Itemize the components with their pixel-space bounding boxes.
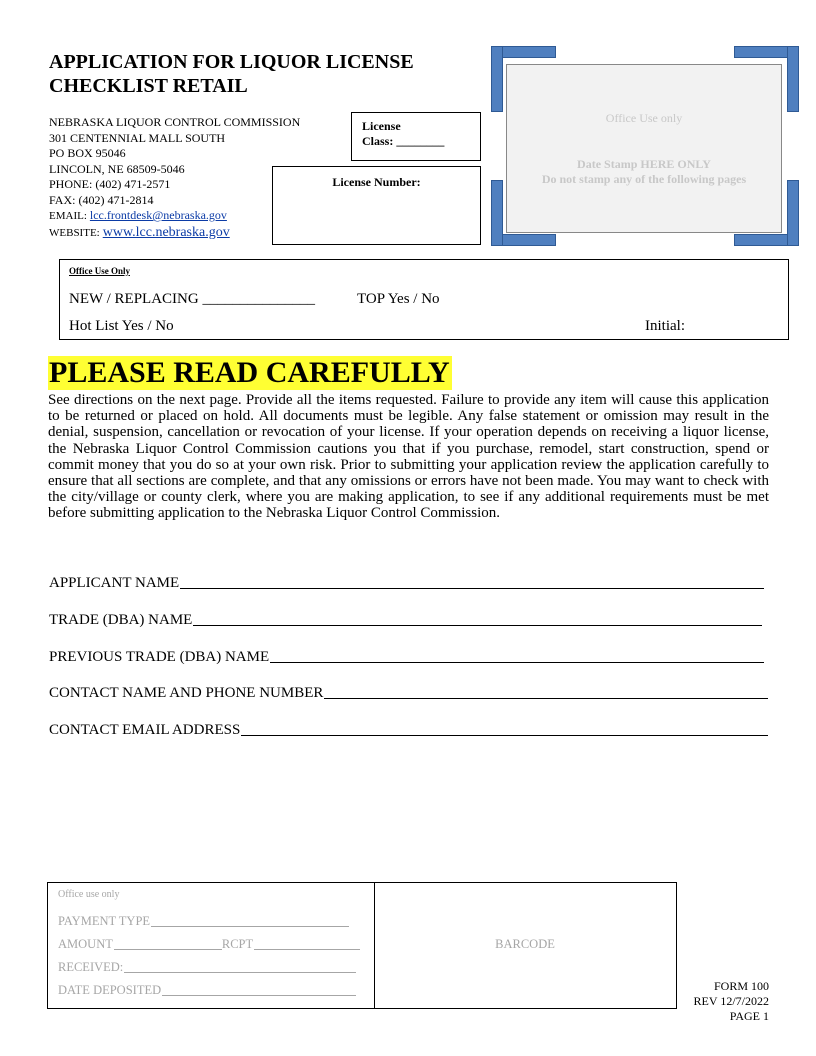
license-number-box[interactable] xyxy=(272,166,481,245)
title-line-2: CHECKLIST RETAIL xyxy=(49,75,248,97)
previous-trade-name-field[interactable] xyxy=(49,648,764,666)
org-name: NEBRASKA LIQUOR CONTROL COMMISSION xyxy=(49,115,301,129)
po-box: PO BOX 95046 xyxy=(49,146,126,160)
instructions-paragraph: See directions on the next page. Provide all the items requested. Failure to provide any item will cause this application to be returned or placed on hold. All documents must be legible. Any false statement or omission may result in the denial, suspension, cancellation or revocation of your license. If your operation depends on receiving a liquor license, the Nebraska Liquor Control Commission cautions you that if you purchase, remodel, start construction, spend or commit money that you do so at your own risk. Prior to submitting your application review the application carefully to ensure that all sections are complete, and that any omissions or errors have not been made. You may want to check with the city/village or county clerk, where you are making application, to see if any additional requirements must be met before submitting application to the Nebraska Liquor Control Commission. xyxy=(48,392,769,522)
amount-label: AMOUNT xyxy=(58,937,113,951)
payment-type-label: PAYMENT TYPE xyxy=(58,914,151,928)
payment-office-use: Office use only xyxy=(58,889,120,900)
website-row xyxy=(49,225,300,242)
received-label: RECEIVED: xyxy=(58,960,124,974)
initial-field[interactable]: Initial: xyxy=(645,318,685,334)
payment-type-field[interactable] xyxy=(58,914,349,929)
amount-rcpt-field[interactable] xyxy=(58,937,360,952)
trade-name-label: TRADE (DBA) NAME xyxy=(49,612,193,628)
barcode-area: BARCODE xyxy=(495,937,555,951)
fax: FAX: (402) 471-2814 xyxy=(49,192,154,207)
page-title xyxy=(49,50,414,98)
please-read-heading: PLEASE READ CAREFULLY xyxy=(49,356,450,389)
trade-name-field[interactable] xyxy=(49,611,762,629)
contact-name-phone-field[interactable] xyxy=(49,684,768,702)
contact-name-phone-label: CONTACT NAME AND PHONE NUMBER xyxy=(49,685,324,701)
email-label: EMAIL: xyxy=(49,210,87,222)
payment-office-box xyxy=(47,882,677,1009)
city: LINCOLN, NE 68509-5046 xyxy=(49,161,185,176)
office-use-header: Office Use Only xyxy=(69,266,130,276)
applicant-name-field[interactable] xyxy=(49,574,764,592)
street: 301 CENTENNIAL MALL SOUTH xyxy=(49,130,226,145)
email-row xyxy=(49,208,300,225)
contact-email-field[interactable] xyxy=(49,721,768,739)
website-link[interactable]: www.lcc.nebraska.gov xyxy=(102,224,230,240)
payment-section xyxy=(48,883,375,1008)
received-field[interactable] xyxy=(58,960,356,975)
form-footer xyxy=(694,979,769,1024)
license-class-field[interactable]: Class: ________ xyxy=(362,134,445,148)
stamp-line-2: Do not stamp any of the following pages xyxy=(541,172,747,186)
page-number: PAGE 1 xyxy=(729,1009,769,1023)
date-deposited-label: DATE DEPOSITED xyxy=(58,983,162,997)
top-yes-no[interactable]: TOP Yes / No xyxy=(357,291,440,307)
date-deposited-field[interactable] xyxy=(58,983,356,998)
hot-list-yes-no[interactable]: Hot List Yes / No xyxy=(69,318,174,334)
license-number-label: License Number: xyxy=(332,175,421,189)
form-revision: REV 12/7/2022 xyxy=(693,994,769,1008)
stamp-office-use: Office Use only xyxy=(605,111,683,125)
commission-address xyxy=(49,115,300,241)
stamp-line-1: Date Stamp HERE ONLY xyxy=(577,157,711,171)
stamp-instructions xyxy=(507,157,781,187)
form-number: FORM 100 xyxy=(713,979,769,993)
previous-trade-name-label: PREVIOUS TRADE (DBA) NAME xyxy=(49,649,270,665)
license-class-label: License xyxy=(362,119,401,133)
license-class-box xyxy=(351,112,481,161)
email-link[interactable]: lcc.frontdesk@nebraska.gov xyxy=(89,208,227,222)
website-label: WEBSITE: xyxy=(49,226,100,239)
new-replacing-field[interactable]: NEW / REPLACING _______________ xyxy=(69,291,315,307)
office-use-box xyxy=(59,259,789,340)
phone: PHONE: (402) 471-2571 xyxy=(49,177,171,191)
title-line-1: APPLICATION FOR LIQUOR LICENSE xyxy=(49,51,414,73)
applicant-name-label: APPLICANT NAME xyxy=(49,575,180,591)
date-stamp-area xyxy=(506,64,782,233)
rcpt-label: RCPT xyxy=(221,937,254,951)
contact-email-label: CONTACT EMAIL ADDRESS xyxy=(49,722,241,738)
